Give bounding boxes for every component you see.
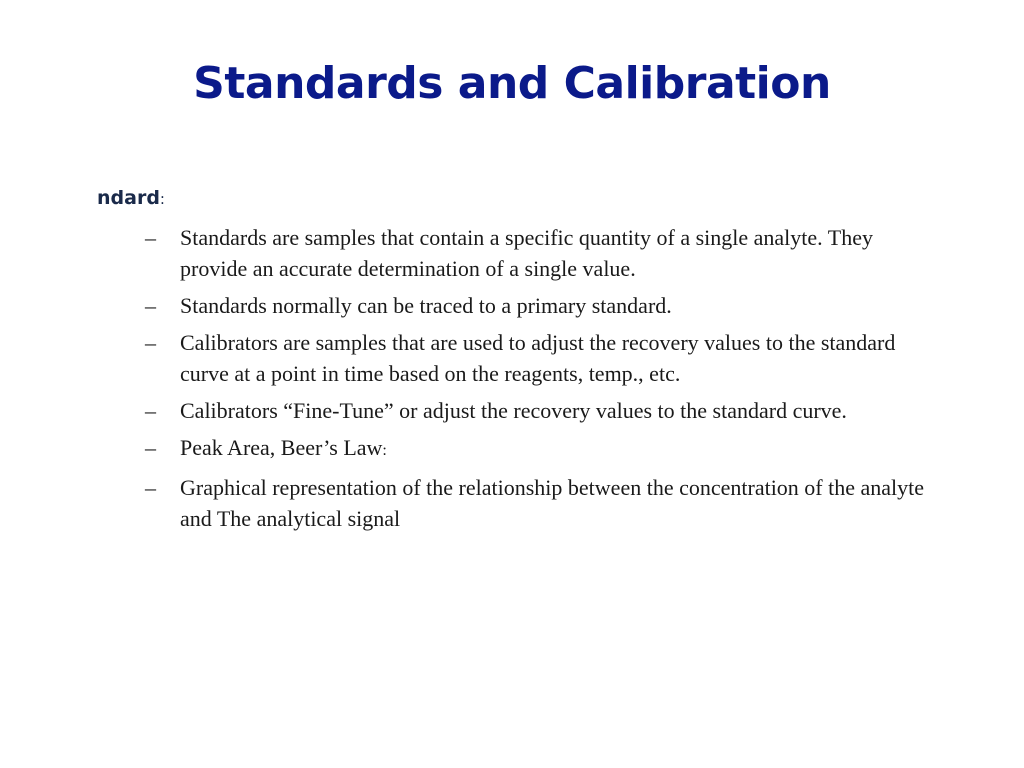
bullet-text: Calibrators “Fine-Tune” or adjust the recovery values to the standard curve. xyxy=(180,398,847,423)
dash-icon: – xyxy=(145,435,156,460)
bullet-text: Peak Area, Beer’s Law xyxy=(180,435,383,460)
dash-icon: – xyxy=(145,330,156,355)
dash-icon: – xyxy=(145,293,156,318)
bullet-list xyxy=(145,222,945,540)
dash-icon: – xyxy=(145,225,156,250)
bullet-item xyxy=(145,432,945,466)
bullet-item xyxy=(145,290,945,321)
bullet-text: Graphical representation of the relationship between the concentration of the analyte and The analytical signal xyxy=(180,475,925,531)
bullet-item xyxy=(145,222,945,284)
bullet-text: Standards are samples that contain a specific quantity of a single analyte. They provide an accurate determination of a single value. xyxy=(180,225,873,281)
bullet-text: Standards normally can be traced to a primary standard. xyxy=(180,293,672,318)
dash-icon: – xyxy=(145,398,156,423)
section-heading-colon: : xyxy=(159,190,165,208)
bullet-item xyxy=(145,472,945,534)
bullet-item xyxy=(145,395,945,426)
bullet-colon: : xyxy=(382,442,387,459)
slide-title: Standards and Calibration xyxy=(193,58,831,109)
bullet-item xyxy=(145,327,945,389)
section-heading xyxy=(97,187,165,209)
bullet-text: Calibrators are samples that are used to adjust the recovery values to the standard curve at a point in time based on the reagents, temp., etc. xyxy=(180,330,896,386)
section-heading-text: ndard xyxy=(97,187,160,209)
dash-icon: – xyxy=(145,475,156,500)
